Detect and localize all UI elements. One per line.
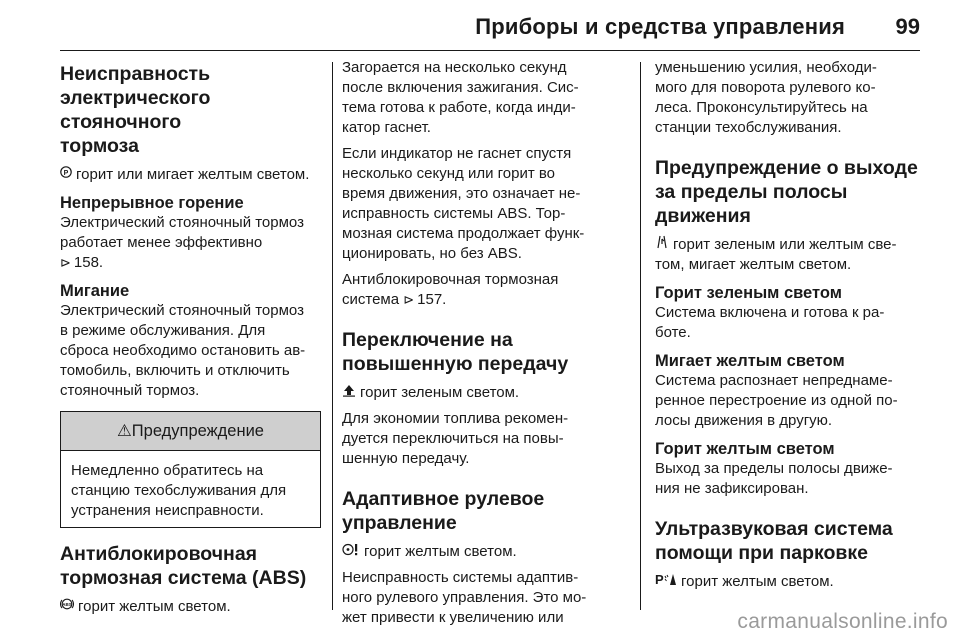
heading-line: тормоза: [60, 135, 139, 157]
text-line: боте.: [655, 324, 691, 341]
text-line: в режиме обслуживания. Для: [60, 322, 266, 339]
text-line: жет привести к увеличению или: [342, 609, 564, 626]
text-line: Если индикатор не гаснет спустя: [342, 145, 572, 162]
heading-line: Переключение на: [342, 329, 513, 351]
status-text: горит желтым светом.: [681, 573, 834, 590]
text-line: мозная система продолжает функ-: [342, 225, 585, 242]
warning-header: [61, 412, 320, 451]
heading-line: тормозная система (ABS): [60, 567, 307, 589]
text-line: лосы движения в другую.: [655, 412, 833, 429]
heading-line: Ультразвуковая система: [655, 518, 893, 540]
text-line: катор гаснет.: [342, 119, 431, 136]
lane-heading: [655, 156, 920, 228]
status-text: горит зеленым светом.: [360, 384, 520, 401]
text-line: устранения неисправности.: [71, 502, 264, 519]
text-line: мого для поворота рулевого ко-: [655, 79, 876, 96]
page-ref[interactable]: 157.: [417, 291, 447, 308]
adaptive-status: [342, 541, 627, 562]
warning-title: Предупреждение: [131, 422, 264, 440]
heading-line: Предупреждение о выходе: [655, 157, 918, 179]
flash-yellow-text: [655, 371, 920, 431]
text-line: стояночный тормоз.: [60, 382, 200, 399]
upshift-status: [342, 382, 627, 403]
text-line: Система распознает непреднаме-: [655, 372, 893, 389]
heading-line: Адаптивное рулевое: [342, 488, 545, 510]
text-line: Для экономии топлива рекомен-: [342, 410, 569, 427]
heading-line: Неисправность: [60, 63, 211, 85]
parking-assist-icon: [655, 571, 677, 591]
steady-heading: Непрерывное горение: [60, 194, 244, 212]
text-line: Электрический стояночный тормоз: [60, 214, 304, 231]
text-line: Электрический стояночный тормоз: [60, 302, 304, 319]
abs-heading: [60, 542, 325, 590]
text-line: Антиблокировочная тормозная: [342, 271, 559, 288]
text-line: тема готова к работе, когда инди-: [342, 99, 576, 116]
column-1: [60, 62, 325, 623]
text-line: ционировать, но без ABS.: [342, 245, 522, 262]
text-line: уменьшению усилия, необходи-: [655, 59, 877, 76]
text-line: Загорается на несколько секунд: [342, 59, 567, 76]
text-line: том, мигает желтым светом.: [655, 256, 852, 273]
status-text: горит желтым светом.: [364, 543, 517, 560]
heading-line: за пределы полосы: [655, 181, 848, 203]
adaptive-continued: [655, 58, 920, 138]
text-line: несколько секунд или горит во: [342, 165, 556, 182]
text-line: ного рулевого управления. Это мо-: [342, 589, 587, 606]
text-line: после включения зажигания. Сис-: [342, 79, 579, 96]
steering-warning-icon: [342, 541, 360, 561]
page-ref-icon: ⊳: [403, 292, 415, 307]
svg-text:P: P: [63, 170, 69, 177]
heading-line: электрического стояночного: [60, 87, 211, 133]
page-number: 99: [895, 14, 920, 39]
flashing-text: [60, 301, 325, 401]
parking-brake-status: [60, 164, 325, 185]
yellow-heading: Горит желтым светом: [655, 440, 835, 458]
text-line: шенную передачу.: [342, 450, 470, 467]
svg-text:ABS: ABS: [62, 602, 72, 607]
green-text: [655, 303, 920, 343]
flashing-heading: Мигание: [60, 282, 130, 300]
steady-text: [60, 213, 325, 273]
status-text: горит зеленым или желтым све-: [673, 236, 897, 253]
text-line: Выход за пределы полосы движе-: [655, 460, 893, 477]
warning-body: [61, 451, 320, 527]
page-ref-icon: ⊳: [60, 255, 71, 270]
text-line: исправность системы ABS. Тор-: [342, 205, 566, 222]
text-line: станцию техобслуживания для: [71, 482, 287, 499]
text-line: ренное перестроение из одной по-: [655, 392, 898, 409]
column-divider-2: [640, 62, 641, 610]
parking-assist-status: [655, 571, 920, 592]
heading-line: повышенную передачу: [342, 353, 569, 375]
text-line: леса. Проконсультируйтесь на: [655, 99, 868, 116]
abs-paragraph-1: [342, 58, 627, 138]
text-line: станции техобслуживания.: [655, 119, 842, 136]
upshift-heading: [342, 328, 627, 376]
text-line: Неисправность системы адаптив-: [342, 569, 579, 586]
column-2: [342, 59, 627, 634]
svg-text:P: P: [655, 572, 664, 586]
adaptive-text: [342, 568, 627, 628]
warning-triangle-icon: ⚠: [117, 422, 132, 440]
abs-paragraph-3: [342, 270, 627, 310]
text-line: сброса необходимо остановить ав-: [60, 342, 306, 359]
warning-box: [60, 411, 321, 528]
text-line: Немедленно обратитесь на: [71, 462, 264, 479]
yellow-text: [655, 459, 920, 499]
p-circle-icon: [60, 164, 72, 184]
text-line: ния не зафиксирован.: [655, 480, 809, 497]
header-divider: [60, 50, 920, 51]
page-ref[interactable]: 158.: [73, 254, 104, 271]
green-heading: Горит зеленым светом: [655, 284, 842, 302]
parking-brake-heading: [60, 62, 325, 158]
heading-line: помощи при парковке: [655, 542, 869, 564]
abs-status: [60, 596, 325, 617]
lane-status: [655, 234, 920, 275]
column-3: [655, 59, 920, 598]
text-line: дуется переключиться на повы-: [342, 430, 564, 447]
abs-paragraph-2: [342, 144, 627, 264]
upshift-text: [342, 409, 627, 469]
page-title: Приборы и средства управления: [475, 14, 845, 39]
heading-line: Антиблокировочная: [60, 543, 258, 565]
upshift-icon: [342, 382, 356, 402]
flash-yellow-heading: Мигает желтым светом: [655, 352, 845, 370]
abs-icon: [60, 596, 74, 616]
adaptive-heading: [342, 487, 627, 535]
status-text: горит или мигает желтым светом.: [76, 166, 310, 183]
watermark: carmanualsonline.info: [737, 610, 948, 633]
text-line: Система включена и готова к ра-: [655, 304, 885, 321]
text-line: время движения, это означает не-: [342, 185, 581, 202]
heading-line: управление: [342, 512, 457, 534]
text-line: томобиль, включить и отключить: [60, 362, 290, 379]
text-line: система: [342, 291, 400, 308]
lane-departure-icon: [655, 234, 669, 254]
status-text: горит желтым светом.: [78, 598, 231, 615]
text-line: работает менее эффективно: [60, 234, 263, 251]
parking-assist-heading: [655, 517, 920, 565]
heading-line: движения: [655, 205, 751, 227]
column-divider-1: [332, 62, 333, 610]
